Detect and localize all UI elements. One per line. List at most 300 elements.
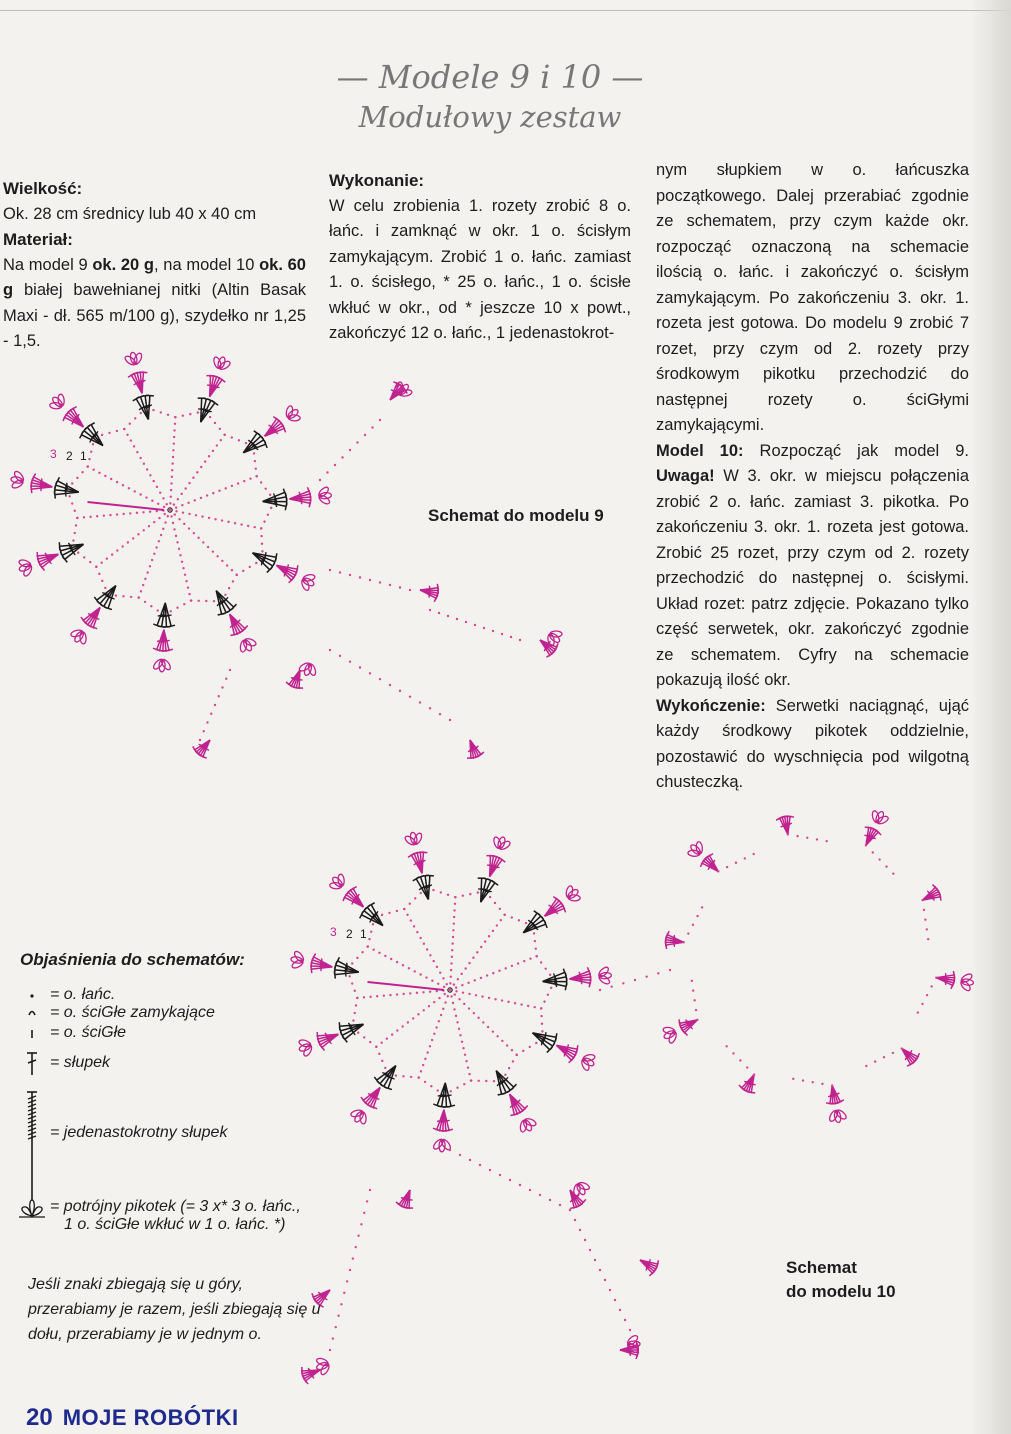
petal-chain [355, 1004, 357, 1006]
petal-chain [208, 455, 210, 457]
chain-dot [438, 612, 440, 614]
petal-chain [501, 999, 503, 1001]
picot-petal [300, 578, 310, 591]
round-number-2-m10: 2 [346, 927, 353, 941]
petal-chain [103, 514, 105, 516]
petal-chain [170, 489, 172, 491]
model10-scheme-label-line2: do modelu 10 [786, 1282, 896, 1301]
chain-dot [901, 1047, 903, 1049]
petal-chain [175, 510, 177, 512]
petal-chain [202, 541, 204, 543]
chain-dot [357, 1235, 359, 1237]
petal-chain [188, 482, 190, 484]
petal-chain [208, 517, 210, 519]
picot-icon [403, 830, 426, 848]
petal-chain [174, 416, 176, 418]
petal-chain [122, 595, 124, 597]
chain-dot [645, 975, 647, 977]
petal-chain [503, 914, 505, 916]
chain-dot [539, 1194, 541, 1196]
petal-chain [416, 992, 418, 994]
chain-dot [691, 980, 693, 982]
picot-petal [598, 974, 611, 986]
chain-dot [883, 1056, 885, 1058]
petal-chain [499, 908, 501, 910]
petal-chain [529, 1046, 531, 1048]
legend-text-chain: = o. łańc. [50, 986, 116, 1003]
petal-chain [488, 997, 490, 999]
petal-chain [438, 1020, 440, 1022]
petal-chain [381, 1060, 383, 1062]
legend-item-slip-stitch [14, 1004, 215, 1022]
chain-dot [409, 695, 411, 697]
petal-chain [494, 998, 496, 1000]
chain-dot [389, 584, 391, 586]
chain-dot [465, 621, 467, 623]
petal-chain [436, 966, 438, 968]
chain-dot [329, 1349, 331, 1351]
chain-dot [369, 579, 371, 581]
petal-chain [81, 471, 83, 473]
material-amount-9: ok. 20 g [92, 255, 155, 274]
petal-chain [450, 962, 452, 964]
round-number-2: 2 [66, 449, 73, 463]
petal-chain [440, 1014, 442, 1016]
petal-chain [172, 449, 174, 451]
petal-chain [182, 567, 184, 569]
chain-dot [806, 837, 808, 839]
petal-chain [209, 416, 211, 418]
chain-dot [339, 571, 341, 573]
chain-dot [341, 456, 343, 458]
petal-chain [156, 609, 158, 611]
petal-chain [261, 543, 263, 545]
chain-dot [349, 1269, 351, 1271]
chain-dot [923, 909, 925, 911]
round2-stitch-fan [433, 1082, 456, 1107]
petal-chain [475, 994, 477, 996]
chain-dot [872, 851, 874, 853]
petal-chain [494, 902, 496, 904]
petal-chain [423, 943, 425, 945]
picot-petal [668, 1031, 678, 1044]
petal-chain [535, 1042, 537, 1044]
petal-chain [178, 548, 180, 550]
petal-chain [195, 514, 197, 516]
petal-chain [152, 409, 154, 411]
chain-dot [692, 924, 694, 926]
petal-chain [549, 974, 551, 976]
model10-rosette-neighbour [660, 807, 975, 1124]
petal-chain [378, 1053, 380, 1055]
chain-dot [787, 833, 789, 835]
chain-dot [744, 857, 746, 859]
petal-chain [468, 962, 470, 964]
petal-chain [418, 1076, 420, 1078]
petal-chain [228, 587, 230, 589]
chain-dot [409, 589, 411, 591]
petal-chain [227, 521, 229, 523]
petal-chain [129, 512, 131, 514]
chain-dot [363, 1212, 365, 1214]
double-crochet-icon [14, 1050, 50, 1076]
petal-chain [123, 428, 125, 430]
picot-icon [209, 354, 232, 374]
round2-stitch-fan [517, 909, 549, 941]
petal-chain [376, 995, 378, 997]
petal-chain [464, 967, 466, 969]
outer-stitch-fan [699, 852, 725, 878]
petal-chain [453, 1008, 455, 1010]
model9-rosette-group [9, 350, 566, 760]
petal-chain [139, 457, 141, 459]
petal-chain [146, 468, 148, 470]
chain-dot [456, 618, 458, 620]
petal-chain [109, 514, 111, 516]
eleven-fold-stitch [88, 502, 165, 510]
chain-dot [369, 1189, 371, 1191]
petal-chain [72, 539, 74, 541]
chain-dot [696, 915, 698, 917]
petal-chain [381, 914, 383, 916]
chain-dot [449, 719, 451, 721]
chain-dot [359, 666, 361, 668]
chain-dot [509, 1179, 511, 1181]
petal-chain [543, 1000, 545, 1002]
petal-chain [223, 434, 225, 436]
petal-chain [116, 481, 118, 483]
petal-chain [150, 605, 152, 607]
chain-dot [459, 1154, 461, 1156]
petal-chain [363, 996, 365, 998]
petal-chain [541, 1030, 543, 1032]
model10-scheme-label-line1: Schemat [786, 1258, 857, 1277]
petal-chain [175, 506, 177, 508]
picot-icon [577, 1049, 599, 1073]
neighbour-stitch-fan [461, 737, 484, 761]
petal-chain [89, 561, 91, 563]
round3-stitch-fan [341, 885, 370, 914]
petal-chain [356, 997, 358, 999]
legend-text-slip-stitch: = o. ściGłe zamykające [50, 1004, 215, 1021]
round2-stitch-fan [470, 876, 498, 906]
round3-stitch-fan [29, 473, 54, 497]
petal-chain [457, 978, 459, 980]
chain-dot [346, 1280, 348, 1282]
petal-chain [197, 600, 199, 602]
petal-chain [501, 1040, 503, 1042]
neighbour-stitch-fan [300, 1361, 324, 1384]
picot-icon [296, 1035, 316, 1059]
chain-dot [359, 576, 361, 578]
petal-chain [182, 414, 184, 416]
petal-chain [369, 996, 371, 998]
neighbour-stitch-fan [395, 1187, 418, 1211]
petal-chain [190, 599, 192, 601]
outer-stitch-fan [776, 815, 797, 836]
chain-dot [624, 1319, 626, 1321]
petal-chain [179, 554, 181, 556]
chain-dot [519, 1184, 521, 1186]
petal-chain [452, 929, 454, 931]
chain-dot [389, 684, 391, 686]
chain-dot [921, 899, 923, 901]
petal-chain [145, 496, 147, 498]
chain-dot [796, 835, 798, 837]
petal-chain [383, 994, 385, 996]
petal-chain [231, 485, 233, 487]
petal-chain [108, 432, 110, 434]
chain-dot [356, 441, 358, 443]
model10-paragraph [656, 439, 969, 694]
round2-stitch-fan [57, 534, 88, 563]
petal-chain [152, 480, 154, 482]
chain-dot [926, 994, 928, 996]
neighbour-stitch-fan [191, 734, 217, 760]
chain-dot [379, 581, 381, 583]
petal-chain [372, 948, 374, 950]
chain-dot [874, 1060, 876, 1062]
petal-chain [106, 557, 108, 559]
petal-chain [422, 1064, 424, 1066]
petal-chain [454, 896, 456, 898]
chain-dot [584, 1239, 586, 1241]
petal-chain [458, 1028, 460, 1030]
chain-dot [878, 858, 880, 860]
petal-chain [143, 463, 145, 465]
size-text: Ok. 28 cm średnicy lub 40 x 40 cm [3, 204, 257, 223]
chain-dot [492, 630, 494, 632]
petal-chain [436, 1089, 438, 1091]
chain-dot [589, 1249, 591, 1251]
petal-chain [535, 955, 537, 957]
petal-chain [422, 1009, 424, 1011]
petal-chain [260, 527, 262, 529]
picot-petal [876, 815, 889, 825]
petal-chain [204, 460, 206, 462]
petal-chain [201, 515, 203, 517]
petal-chain [127, 541, 129, 543]
picot-icon [317, 485, 333, 506]
petal-chain [450, 1090, 452, 1092]
petal-chain [146, 571, 148, 573]
chain-dot [725, 1045, 727, 1047]
petal-chain [129, 422, 131, 424]
round2-stitch-fan [337, 1014, 368, 1043]
round-number-1: 1 [80, 449, 87, 463]
petal-chain [130, 596, 132, 598]
petal-chain [454, 993, 456, 995]
petal-chain [264, 487, 266, 489]
chain-dot [610, 985, 612, 987]
petal-chain [160, 534, 162, 536]
petal-chain [253, 452, 255, 454]
legend-text-triple-picot-2: 1 o. ściGłe wkłuć w 1 o. łańc. *) [64, 1216, 286, 1233]
petal-chain [225, 487, 227, 489]
petal-chain [396, 1029, 398, 1031]
petal-chain [472, 957, 474, 959]
petal-chain [492, 972, 494, 974]
chain-dot [379, 419, 381, 421]
petal-chain [547, 994, 549, 996]
petal-chain [447, 894, 449, 896]
chain-dot [930, 985, 932, 987]
petal-chain [196, 471, 198, 473]
petal-chain [164, 513, 166, 515]
stitch-top [491, 880, 499, 885]
petal-chain [263, 520, 265, 522]
chain-dot [199, 739, 201, 741]
petal-chain [378, 952, 380, 954]
chain-dot [657, 972, 659, 974]
chain-dot [379, 678, 381, 680]
legend-text-triple-picot: = potrójny pikotek (= 3 x* 3 o. łańc., [50, 1198, 301, 1215]
petal-chain [507, 1001, 509, 1003]
petal-chain [207, 546, 209, 548]
chain-dot [885, 865, 887, 867]
stitch-top [211, 400, 219, 405]
petal-chain [354, 990, 356, 992]
petal-chain [420, 1070, 422, 1072]
round3-stitch-fan [35, 545, 62, 571]
chain-dot [826, 840, 828, 842]
outer-stitch-fan [738, 1071, 762, 1095]
picot-petal [524, 1117, 537, 1127]
petal-chain [214, 518, 216, 520]
picot-petal [350, 1109, 363, 1118]
petal-chain [422, 991, 424, 993]
petal-chain [496, 924, 498, 926]
round3-stitch-fan [127, 370, 151, 395]
petal-chain [188, 527, 190, 529]
petal-chain [484, 940, 486, 942]
instructions-text: W celu zrobienia 1. rozety zrobić 8 o. łańc. i zamknąć w okr. 1 o. ścisłym zamykającym. Zrobić 1 o. łańc. zamiast 1. o. ścisłego, * 25 o. łańc., 1 o. ścisłe wkłuć w okr., od * jeszcze 10 x powt., zakończyć 12 o. łańc., 1 jedenastokrot- [329, 196, 631, 342]
legend-text-single-crochet: = o. ściGłe [50, 1024, 127, 1041]
legend-note: Jeśli znaki zbiegają się u góry, przerabiamy je razem, jeśli zbiegają się u dołu, przerabiamy je w jednym o. [28, 1276, 321, 1343]
chain-dot [701, 906, 703, 908]
material-amount-10: ok. 60 g [3, 255, 306, 299]
legend-item-double-crochet [14, 1050, 110, 1076]
outer-stitch-fan [823, 1084, 844, 1105]
chain-dot [695, 1009, 697, 1011]
petal-chain [184, 487, 186, 489]
round2-stitch-fan [542, 968, 568, 992]
chain-dot [489, 1169, 491, 1171]
legend-heading: Objaśnienia do schematów: [20, 950, 245, 969]
round3-stitch-fan [569, 967, 592, 989]
petal-chain [517, 962, 519, 964]
chain-dot [696, 1019, 698, 1021]
round3-stitch-fan [433, 1109, 454, 1131]
single-crochet-icon [14, 1024, 50, 1040]
stitch-top [542, 920, 549, 927]
petal-chain [482, 1021, 484, 1023]
model9-diagram [0, 340, 570, 790]
petal-chain [414, 897, 416, 899]
petal-chain [527, 1005, 529, 1007]
petal-chain [417, 1013, 419, 1015]
petal-chain [442, 977, 444, 979]
chain-dot [812, 1081, 814, 1083]
petal-chain [476, 951, 478, 953]
petal-chain [480, 977, 482, 979]
petal-chain [396, 961, 398, 963]
petal-chain [115, 594, 117, 596]
petal-chain [221, 519, 223, 521]
round-number-1-m10: 1 [360, 927, 367, 941]
material-rest: białej bawełnianej nitki (Altin Basak Maxi - dł. 565 m/100 g), szydełko nr 1,25 - 1,5. [3, 281, 306, 350]
chain-dot [225, 678, 227, 680]
petal-chain [540, 1007, 542, 1009]
petal-chain [178, 518, 180, 520]
chain-dot [735, 862, 737, 864]
petal-chain [451, 949, 453, 951]
model9-rosette-main [9, 350, 332, 672]
petal-chain [481, 995, 483, 997]
petal-chain [474, 979, 476, 981]
instructions-continued-text: nym słupkiem w o. łańcuszka początkowego. Dalej przerabiać zgodnie ze schematem, przy czym każde okr. rozpocząć oznaczoną na schemacie ilością o. łańc. i zakończyć o. ścisłym zamykającym. Po zakończeniu 3. okr. 1. rozeta jest gotowa. Do modelu 9 zrobić 7 rozet, przy czym od 2. rozety przy środkowym pikotku przechodzić do następnej rozety o. ściGłymi zamykającymi. [656, 161, 969, 434]
picot-icon [489, 834, 512, 854]
petal-chain [461, 984, 463, 986]
petal-chain [511, 965, 513, 967]
petal-chain [391, 1033, 393, 1035]
petal-chain [176, 607, 178, 609]
petal-chain [170, 610, 172, 612]
petal-chain [98, 472, 100, 474]
chain-dot [449, 1149, 451, 1151]
magazine-name: MOJE ROBÓTKI [62, 1405, 239, 1430]
petal-chain [452, 1002, 454, 1004]
eleven-fold-stitch-icon [14, 1090, 50, 1202]
petal-chain [368, 938, 370, 940]
petal-chain [410, 1076, 412, 1078]
petal-chain [255, 475, 257, 477]
petal-chain [369, 1041, 371, 1043]
petal-chain [181, 561, 183, 563]
petal-chain [506, 1044, 508, 1046]
petal-chain [193, 532, 195, 534]
chain-dot [439, 713, 441, 715]
petal-chain [414, 970, 416, 972]
petal-chain [396, 993, 398, 995]
petal-chain [158, 517, 160, 519]
petal-chain [408, 967, 410, 969]
page-subtitle: Modułowy zestaw [358, 100, 622, 134]
petal-chain [226, 564, 228, 566]
petal-chain [183, 523, 185, 525]
instructions-column [329, 168, 631, 347]
chain-dot [474, 624, 476, 626]
chain-dot [343, 1292, 345, 1294]
chain-dot [364, 434, 366, 436]
petal-chain [351, 962, 353, 964]
petal-chain [89, 516, 91, 518]
petal-chain [429, 1045, 431, 1047]
petal-chain [153, 553, 155, 555]
petal-chain [101, 434, 103, 436]
chain-dot [816, 838, 818, 840]
size-material-column [3, 176, 306, 355]
petal-chain [402, 993, 404, 995]
petal-chain [544, 967, 546, 969]
page-title: — Modele 9 i 10 — [336, 58, 644, 96]
petal-chain [489, 896, 491, 898]
petal-chain [462, 894, 464, 896]
outer-stitch-fan [858, 825, 882, 849]
legend-text-double-crochet: = słupek [50, 1054, 111, 1071]
petal-chain [231, 436, 233, 438]
petal-chain [505, 967, 507, 969]
